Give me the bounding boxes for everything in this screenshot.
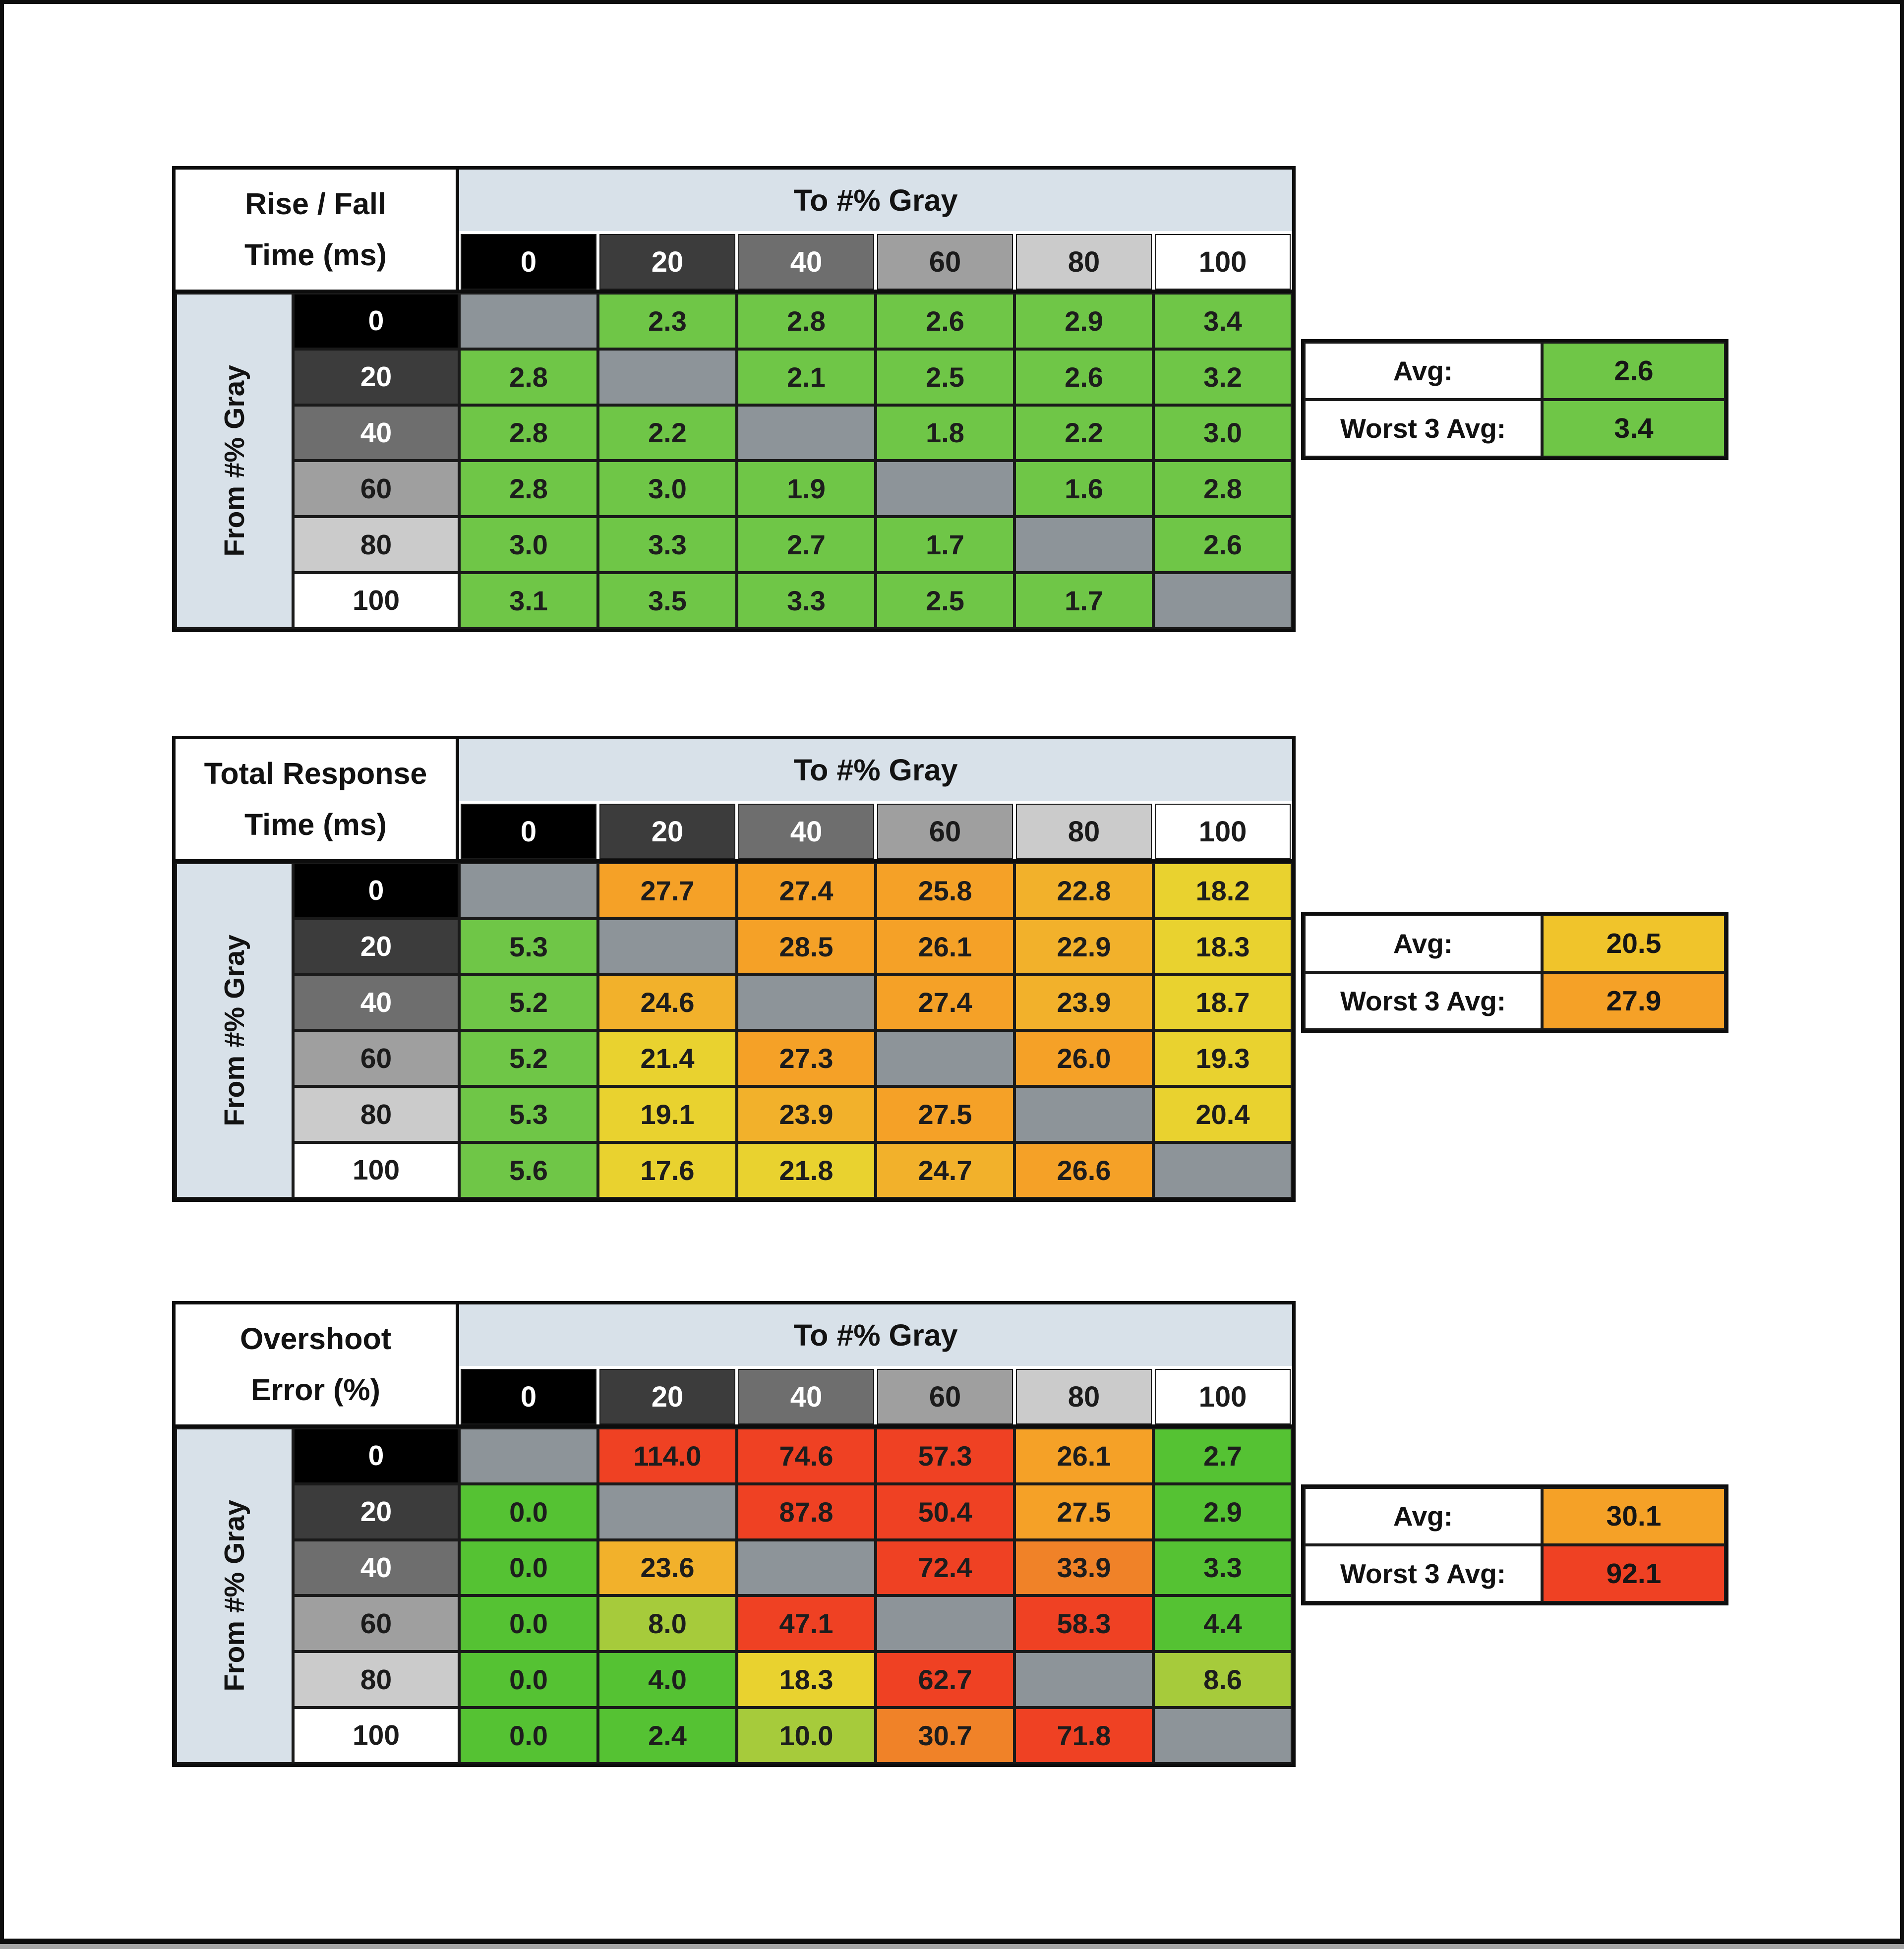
page-border-left bbox=[0, 0, 4, 1944]
cell-from20-to20 bbox=[598, 349, 737, 405]
summary-box-overshoot-error bbox=[1301, 1484, 1728, 1605]
cell-from20-to100: 2.9 bbox=[1153, 1484, 1292, 1540]
cell-from40-to100: 3.0 bbox=[1153, 405, 1292, 461]
row-header-60: 60 bbox=[293, 1595, 459, 1652]
worst3-avg-label: Worst 3 Avg: bbox=[1304, 400, 1542, 457]
header-body-separator bbox=[176, 859, 1292, 863]
worst3-avg-value-rise-fall-time: 3.4 bbox=[1542, 400, 1726, 457]
cell-from0-to0 bbox=[459, 293, 598, 349]
avg-value-rise-fall-time: 2.6 bbox=[1542, 342, 1726, 400]
cell-from40-to80: 2.2 bbox=[1014, 405, 1153, 461]
cell-from80-to60: 27.5 bbox=[876, 1086, 1014, 1142]
from-gray-label: From #% Gray bbox=[218, 365, 250, 557]
corner-title-rise-fall-time bbox=[176, 170, 459, 290]
cell-from40-to0: 2.8 bbox=[459, 405, 598, 461]
corner-title-line2: Time (ms) bbox=[244, 807, 387, 841]
cell-from20-to80: 27.5 bbox=[1014, 1484, 1153, 1540]
row-header-80: 80 bbox=[293, 1652, 459, 1708]
cell-from40-to20: 23.6 bbox=[598, 1540, 737, 1596]
cell-from20-to100: 18.3 bbox=[1153, 919, 1292, 975]
cell-from20-to0: 2.8 bbox=[459, 349, 598, 405]
col-header-100: 100 bbox=[1155, 234, 1291, 290]
row-header-40: 40 bbox=[293, 405, 459, 461]
summary-box-rise-fall-time bbox=[1301, 339, 1728, 460]
cell-from80-to100: 20.4 bbox=[1153, 1086, 1292, 1142]
cell-from20-to100: 3.2 bbox=[1153, 349, 1292, 405]
header-body-separator bbox=[176, 1424, 1292, 1428]
cell-from100-to60: 2.5 bbox=[876, 573, 1014, 629]
col-header-0: 0 bbox=[461, 234, 596, 290]
to-gray-band-overshoot-error: To #% Gray bbox=[459, 1304, 1292, 1366]
cell-from100-to80: 71.8 bbox=[1014, 1708, 1153, 1764]
cell-from0-to60: 57.3 bbox=[876, 1428, 1014, 1484]
cell-from80-to80 bbox=[1014, 1086, 1153, 1142]
cell-from60-to40: 27.3 bbox=[737, 1030, 876, 1086]
cell-from20-to40: 2.1 bbox=[737, 349, 876, 405]
cell-from0-to100: 2.7 bbox=[1153, 1428, 1292, 1484]
col-header-80: 80 bbox=[1016, 804, 1152, 859]
cell-from40-to80: 33.9 bbox=[1014, 1540, 1153, 1596]
cell-from60-to60 bbox=[876, 461, 1014, 517]
corner-title-overshoot-error bbox=[176, 1304, 459, 1424]
corner-title-line1: Overshoot bbox=[239, 1321, 392, 1356]
row-header-0: 0 bbox=[293, 863, 459, 919]
cell-from60-to100: 19.3 bbox=[1153, 1030, 1292, 1086]
cell-from40-to40 bbox=[737, 405, 876, 461]
row-header-40: 40 bbox=[293, 975, 459, 1031]
corner-title-total-response-time bbox=[176, 739, 459, 859]
row-header-100: 100 bbox=[293, 1142, 459, 1198]
page-border-bottom bbox=[0, 1939, 1904, 1944]
cell-from60-to60 bbox=[876, 1595, 1014, 1652]
cell-from40-to100: 3.3 bbox=[1153, 1540, 1292, 1596]
cell-from100-to0: 5.6 bbox=[459, 1142, 598, 1198]
row-header-100: 100 bbox=[293, 573, 459, 629]
avg-label: Avg: bbox=[1304, 342, 1542, 400]
cell-from20-to80: 22.9 bbox=[1014, 919, 1153, 975]
corner-title-line1: Total Response bbox=[204, 756, 427, 790]
cell-from80-to40: 23.9 bbox=[737, 1086, 876, 1142]
cell-from20-to40: 28.5 bbox=[737, 919, 876, 975]
cell-from60-to0: 0.0 bbox=[459, 1595, 598, 1652]
cell-from60-to20: 21.4 bbox=[598, 1030, 737, 1086]
cell-from40-to20: 2.2 bbox=[598, 405, 737, 461]
cell-from20-to20 bbox=[598, 1484, 737, 1540]
col-header-60: 60 bbox=[877, 1369, 1013, 1424]
cell-from100-to40: 3.3 bbox=[737, 573, 876, 629]
cell-from0-to0 bbox=[459, 863, 598, 919]
col-header-20: 20 bbox=[599, 234, 735, 290]
to-gray-band-total-response-time: To #% Gray bbox=[459, 739, 1292, 801]
row-header-20: 20 bbox=[293, 1484, 459, 1540]
corner-title-line2: Error (%) bbox=[251, 1372, 380, 1407]
cell-from80-to0: 3.0 bbox=[459, 517, 598, 573]
col-header-80: 80 bbox=[1016, 234, 1152, 290]
cell-from80-to0: 5.3 bbox=[459, 1086, 598, 1142]
worst3-avg-label: Worst 3 Avg: bbox=[1304, 1545, 1542, 1602]
avg-value-overshoot-error: 30.1 bbox=[1542, 1487, 1726, 1545]
cell-from20-to80: 2.6 bbox=[1014, 349, 1153, 405]
cell-from100-to80: 1.7 bbox=[1014, 573, 1153, 629]
cell-from0-to40: 2.8 bbox=[737, 293, 876, 349]
cell-from80-to20: 19.1 bbox=[598, 1086, 737, 1142]
cell-from40-to40 bbox=[737, 975, 876, 1031]
cell-from80-to100: 8.6 bbox=[1153, 1652, 1292, 1708]
cell-from100-to60: 24.7 bbox=[876, 1142, 1014, 1198]
cell-from60-to80: 26.0 bbox=[1014, 1030, 1153, 1086]
row-header-0: 0 bbox=[293, 293, 459, 349]
cell-from0-to80: 22.8 bbox=[1014, 863, 1153, 919]
cell-from100-to0: 3.1 bbox=[459, 573, 598, 629]
screenshot-bottom-edge bbox=[0, 1944, 1904, 1949]
cell-from60-to40: 1.9 bbox=[737, 461, 876, 517]
col-header-20: 20 bbox=[599, 1369, 735, 1424]
cell-from80-to20: 4.0 bbox=[598, 1652, 737, 1708]
cell-from0-to60: 25.8 bbox=[876, 863, 1014, 919]
cell-from100-to60: 30.7 bbox=[876, 1708, 1014, 1764]
page-border-right bbox=[1900, 0, 1904, 1944]
cell-from100-to100 bbox=[1153, 1142, 1292, 1198]
row-header-80: 80 bbox=[293, 517, 459, 573]
cell-from60-to100: 4.4 bbox=[1153, 1595, 1292, 1652]
to-gray-band-rise-fall-time: To #% Gray bbox=[459, 170, 1292, 231]
col-header-20: 20 bbox=[599, 804, 735, 859]
cell-from40-to20: 24.6 bbox=[598, 975, 737, 1031]
cell-from40-to0: 0.0 bbox=[459, 1540, 598, 1596]
cell-from100-to40: 10.0 bbox=[737, 1708, 876, 1764]
cell-from0-to20: 114.0 bbox=[598, 1428, 737, 1484]
cell-from80-to60: 1.7 bbox=[876, 517, 1014, 573]
cell-from100-to20: 3.5 bbox=[598, 573, 737, 629]
cell-from20-to60: 2.5 bbox=[876, 349, 1014, 405]
col-header-0: 0 bbox=[461, 1369, 596, 1424]
cell-from100-to0: 0.0 bbox=[459, 1708, 598, 1764]
row-header-0: 0 bbox=[293, 1428, 459, 1484]
cell-from40-to60: 1.8 bbox=[876, 405, 1014, 461]
cell-from60-to100: 2.8 bbox=[1153, 461, 1292, 517]
row-header-80: 80 bbox=[293, 1086, 459, 1142]
corner-title-line1: Rise / Fall bbox=[245, 186, 386, 221]
cell-from60-to80: 58.3 bbox=[1014, 1595, 1153, 1652]
from-gray-sidebar-overshoot-error bbox=[176, 1428, 293, 1764]
row-header-60: 60 bbox=[293, 1030, 459, 1086]
table-total-response-time bbox=[172, 736, 1296, 1202]
cell-from40-to100: 18.7 bbox=[1153, 975, 1292, 1031]
cell-from100-to100 bbox=[1153, 573, 1292, 629]
cell-from20-to60: 26.1 bbox=[876, 919, 1014, 975]
col-header-60: 60 bbox=[877, 234, 1013, 290]
cell-from0-to40: 74.6 bbox=[737, 1428, 876, 1484]
cell-from0-to20: 2.3 bbox=[598, 293, 737, 349]
cell-from60-to20: 8.0 bbox=[598, 1595, 737, 1652]
avg-label: Avg: bbox=[1304, 1487, 1542, 1545]
from-gray-sidebar-rise-fall-time bbox=[176, 293, 293, 629]
cell-from100-to20: 2.4 bbox=[598, 1708, 737, 1764]
cell-from20-to0: 0.0 bbox=[459, 1484, 598, 1540]
cell-from20-to20 bbox=[598, 919, 737, 975]
cell-from0-to80: 2.9 bbox=[1014, 293, 1153, 349]
cell-from80-to80 bbox=[1014, 517, 1153, 573]
cell-from20-to0: 5.3 bbox=[459, 919, 598, 975]
cell-from0-to0 bbox=[459, 1428, 598, 1484]
cell-from100-to20: 17.6 bbox=[598, 1142, 737, 1198]
cell-from20-to60: 50.4 bbox=[876, 1484, 1014, 1540]
cell-from60-to20: 3.0 bbox=[598, 461, 737, 517]
row-header-20: 20 bbox=[293, 919, 459, 975]
cell-from80-to100: 2.6 bbox=[1153, 517, 1292, 573]
col-header-80: 80 bbox=[1016, 1369, 1152, 1424]
cell-from40-to40 bbox=[737, 1540, 876, 1596]
cell-from0-to40: 27.4 bbox=[737, 863, 876, 919]
avg-value-total-response-time: 20.5 bbox=[1542, 915, 1726, 972]
col-header-40: 40 bbox=[738, 234, 874, 290]
from-gray-label: From #% Gray bbox=[218, 935, 250, 1126]
cell-from40-to0: 5.2 bbox=[459, 975, 598, 1031]
cell-from100-to40: 21.8 bbox=[737, 1142, 876, 1198]
cell-from60-to0: 2.8 bbox=[459, 461, 598, 517]
worst3-avg-value-overshoot-error: 92.1 bbox=[1542, 1545, 1726, 1602]
worst3-avg-label: Worst 3 Avg: bbox=[1304, 972, 1542, 1030]
corner-title-line2: Time (ms) bbox=[244, 237, 387, 272]
cell-from0-to100: 3.4 bbox=[1153, 293, 1292, 349]
col-header-100: 100 bbox=[1155, 804, 1291, 859]
table-rise-fall-time bbox=[172, 166, 1296, 632]
cell-from60-to80: 1.6 bbox=[1014, 461, 1153, 517]
cell-from0-to80: 26.1 bbox=[1014, 1428, 1153, 1484]
summary-box-total-response-time bbox=[1301, 912, 1728, 1033]
cell-from0-to60: 2.6 bbox=[876, 293, 1014, 349]
cell-from80-to40: 2.7 bbox=[737, 517, 876, 573]
cell-from0-to20: 27.7 bbox=[598, 863, 737, 919]
cell-from80-to80 bbox=[1014, 1652, 1153, 1708]
row-header-40: 40 bbox=[293, 1540, 459, 1596]
cell-from60-to40: 47.1 bbox=[737, 1595, 876, 1652]
cell-from60-to60 bbox=[876, 1030, 1014, 1086]
cell-from60-to0: 5.2 bbox=[459, 1030, 598, 1086]
col-header-60: 60 bbox=[877, 804, 1013, 859]
cell-from0-to100: 18.2 bbox=[1153, 863, 1292, 919]
cell-from80-to0: 0.0 bbox=[459, 1652, 598, 1708]
row-header-100: 100 bbox=[293, 1708, 459, 1764]
cell-from80-to20: 3.3 bbox=[598, 517, 737, 573]
cell-from100-to80: 26.6 bbox=[1014, 1142, 1153, 1198]
cell-from100-to100 bbox=[1153, 1708, 1292, 1764]
page-border-top bbox=[0, 0, 1904, 4]
row-header-20: 20 bbox=[293, 349, 459, 405]
from-gray-sidebar-total-response-time bbox=[176, 863, 293, 1198]
cell-from20-to40: 87.8 bbox=[737, 1484, 876, 1540]
avg-label: Avg: bbox=[1304, 915, 1542, 972]
cell-from40-to80: 23.9 bbox=[1014, 975, 1153, 1031]
col-header-40: 40 bbox=[738, 1369, 874, 1424]
col-header-100: 100 bbox=[1155, 1369, 1291, 1424]
from-gray-label: From #% Gray bbox=[218, 1500, 250, 1692]
cell-from80-to60: 62.7 bbox=[876, 1652, 1014, 1708]
cell-from40-to60: 27.4 bbox=[876, 975, 1014, 1031]
cell-from40-to60: 72.4 bbox=[876, 1540, 1014, 1596]
row-header-60: 60 bbox=[293, 461, 459, 517]
table-overshoot-error bbox=[172, 1301, 1296, 1767]
header-body-separator bbox=[176, 290, 1292, 293]
col-header-40: 40 bbox=[738, 804, 874, 859]
col-header-0: 0 bbox=[461, 804, 596, 859]
worst3-avg-value-total-response-time: 27.9 bbox=[1542, 972, 1726, 1030]
cell-from80-to40: 18.3 bbox=[737, 1652, 876, 1708]
